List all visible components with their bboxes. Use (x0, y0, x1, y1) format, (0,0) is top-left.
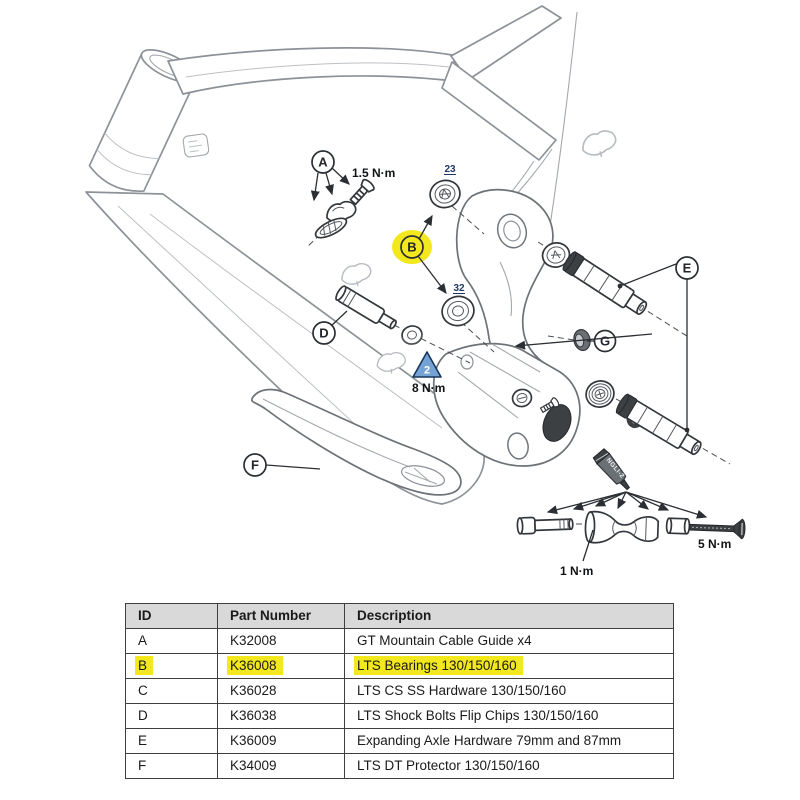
cell-text: C (138, 683, 148, 698)
table-row (126, 679, 674, 704)
torque-label-axle-bolt: 5 N·m (698, 537, 732, 551)
cell-text: K36009 (230, 733, 277, 748)
bearing-grooved-lower (583, 377, 618, 410)
row-description (345, 679, 674, 704)
callout-f-letter: F (251, 457, 259, 473)
table-header-part-number: Part Number (218, 604, 345, 629)
row-description (345, 654, 674, 679)
bearing-size-23: 23 (444, 164, 456, 175)
callout-d-letter: D (319, 325, 329, 341)
table-row (126, 629, 674, 654)
row-id (126, 704, 218, 729)
highlighted-cell-text: B (135, 656, 153, 675)
axle-pin (517, 516, 573, 534)
cell-text: Expanding Axle Hardware 79mm and 87mm (357, 733, 622, 748)
callout-e-letter: E (682, 260, 692, 276)
grease-tube-label: NGLI-2 (604, 456, 626, 480)
cell-text: E (138, 733, 148, 748)
cell-text: LTS Shock Bolts Flip Chips 130/150/160 (357, 708, 599, 723)
cell-text: LTS CS SS Hardware 130/150/160 (357, 683, 567, 698)
callout-b-highlighted (392, 216, 446, 293)
row-part-number (218, 704, 345, 729)
table-row (126, 754, 674, 779)
parts-table (125, 603, 674, 779)
table-row (126, 654, 674, 679)
cable-guide-ghost-2 (579, 128, 619, 161)
row-part-number (218, 754, 345, 779)
table-header-description: Description (345, 604, 674, 629)
row-id (126, 679, 218, 704)
cell-text: D (138, 708, 148, 723)
cell-text: A (138, 633, 148, 648)
callout-a-letter: A (318, 154, 328, 170)
head-badge-logo (183, 133, 210, 157)
row-part-number (218, 654, 345, 679)
grease-application-arrows (548, 492, 706, 517)
callout-b-letter: B (407, 239, 417, 255)
highlighted-cell-text: K36008 (227, 656, 283, 675)
cell-text: K36038 (230, 708, 277, 723)
bearing-32 (439, 293, 477, 329)
row-part-number (218, 629, 345, 654)
axle-end-cap (666, 518, 689, 534)
row-part-number (218, 729, 345, 754)
table-row (126, 704, 674, 729)
axle-bolt (690, 518, 746, 539)
cell-text: K34009 (230, 758, 277, 773)
row-id (126, 729, 218, 754)
row-part-number (218, 679, 345, 704)
triangle-note-number: 2 (423, 364, 431, 377)
row-description (345, 729, 674, 754)
row-description (345, 629, 674, 654)
flip-chip-washer (400, 324, 424, 346)
torque-label-shock: 8 N·m (412, 381, 446, 395)
shock-bolt-pin (334, 285, 399, 333)
grease-tube (593, 448, 635, 494)
cell-text: K36028 (230, 683, 277, 698)
expanding-axle-upper (561, 250, 650, 319)
row-description (345, 754, 674, 779)
table-row (126, 729, 674, 754)
highlighted-cell-text: LTS Bearings 130/150/160 (354, 656, 523, 675)
parts-table-body (126, 629, 674, 779)
callout-a (312, 151, 349, 200)
cell-text: LTS DT Protector 130/150/160 (357, 758, 540, 773)
row-id (126, 654, 218, 679)
row-id (126, 754, 218, 779)
row-id (126, 629, 218, 654)
axle-expander-body (585, 511, 659, 545)
cell-text: F (138, 758, 147, 773)
expanding-axle-lower (614, 393, 704, 459)
table-header-id: ID (126, 604, 218, 629)
callout-g-letter: G (599, 333, 611, 349)
callout-f (244, 454, 320, 476)
cell-text: GT Mountain Cable Guide x4 (357, 633, 532, 648)
bearing-size-32: 32 (453, 283, 465, 294)
torque-label-cable-guide: 1.5 N·m (352, 166, 396, 180)
torque-label-axle-body: 1 N·m (560, 564, 594, 578)
bearing-23 (427, 177, 463, 210)
cell-text: K32008 (230, 633, 277, 648)
table-header-row (126, 604, 674, 629)
row-description (345, 704, 674, 729)
